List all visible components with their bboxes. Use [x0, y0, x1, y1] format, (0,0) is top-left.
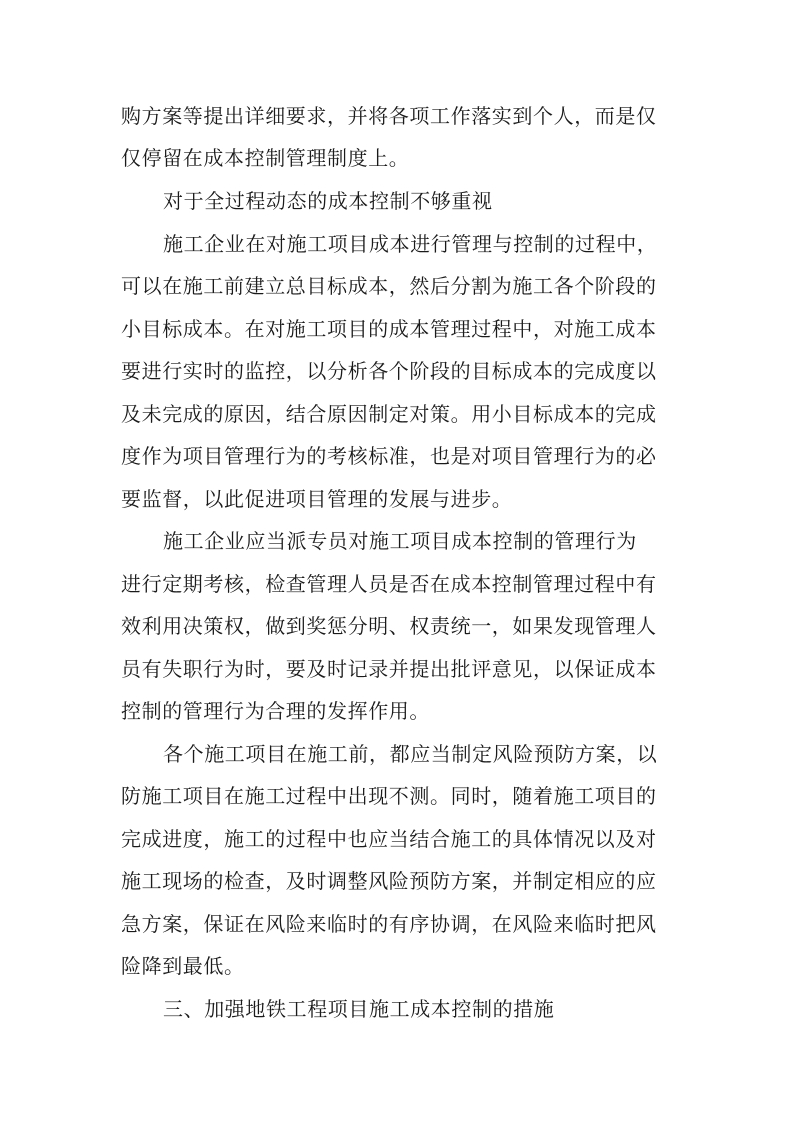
body-text-line: 施工企业在对施工项目成本进行管理与控制的过程中，: [163, 232, 658, 256]
body-text-line: 度作为项目管理行为的考核标准，也是对项目管理行为的必: [121, 444, 657, 468]
body-text-line: 要进行实时的监控，以分析各个阶段的目标成本的完成度以: [121, 359, 657, 383]
section-heading: 对于全过程动态的成本控制不够重视: [163, 189, 493, 213]
body-text-line: 各个施工项目在施工前，都应当制定风险预防方案，以: [163, 742, 658, 766]
body-text-line: 进行定期考核，检查管理人员是否在成本控制管理过程中有: [121, 572, 657, 596]
body-text-line: 及未完成的原因，结合原因制定对策。用小目标成本的完成: [121, 402, 657, 426]
body-text-line: 效利用决策权，做到奖惩分明、权责统一，如果发现管理人: [121, 614, 657, 638]
body-text-line: 防施工项目在施工过程中出现不测。同时，随着施工项目的: [121, 784, 657, 808]
body-text-line: 员有失职行为时，要及时记录并提出批评意见，以保证成本: [121, 657, 657, 681]
body-text-line: 急方案，保证在风险来临时的有序协调，在风险来临时把风: [121, 912, 657, 936]
body-text-line: 险降到最低。: [121, 954, 245, 978]
body-text-line: 控制的管理行为合理的发挥作用。: [121, 699, 430, 723]
body-text-line: 施工企业应当派专员对施工项目成本控制的管理行为: [163, 529, 637, 553]
body-text-line: 小目标成本。在对施工项目的成本管理过程中，对施工成本: [121, 317, 657, 341]
body-text-line: 施工现场的检查，及时调整风险预防方案，并制定相应的应: [121, 869, 657, 893]
body-text-line: 完成进度，施工的过程中也应当结合施工的具体情况以及对: [121, 827, 657, 851]
body-text-line: 购方案等提出详细要求，并将各项工作落实到个人，而是仅: [121, 104, 657, 128]
body-text-line: 仅停留在成本控制管理制度上。: [121, 146, 410, 170]
body-text-line: 要监督，以此促进项目管理的发展与进步。: [121, 487, 513, 511]
section-heading: 三、加强地铁工程项目施工成本控制的措施: [163, 997, 555, 1021]
body-text-line: 可以在施工前建立总目标成本，然后分割为施工各个阶段的: [121, 274, 657, 298]
